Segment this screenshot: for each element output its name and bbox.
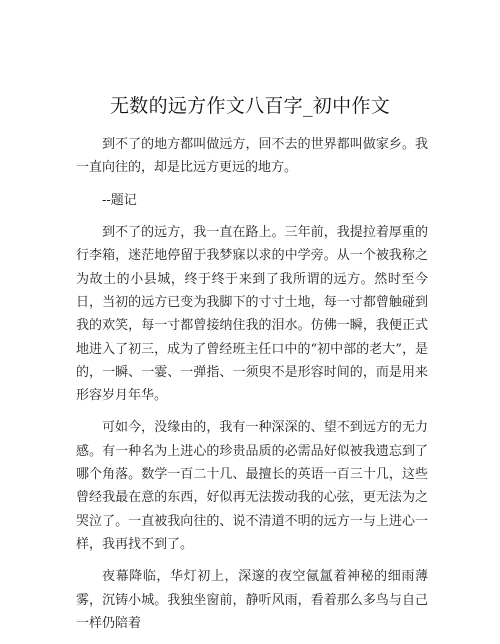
paragraph-intro: 到不了的地方都叫做远方，回不去的世界都叫做家乡。我一直向往的，却是比远方更远的地方。: [76, 137, 428, 176]
document-body: [76, 133, 428, 644]
paragraph-body-2: 可如今，没缘由的，我有一种深深的、望不到远方的无力感。有一种名为上进心的珍贵品质的必需品好似被我遗忘到了哪个角落。数学一百二十几、最擅长的英语一百三十几，这些曾经我最在意的东西，好似再无法拨动我的心弦，更无法为之哭泣了。一直被我向往的、说不清道不明的远方一与上进心一样，我再找不到了。: [76, 420, 428, 553]
paragraph-body-3: 夜幕降临，华灯初上，深邃的夜空氤氲着神秘的细雨薄雾，沉铸小城。我独坐窗前，静听风雨，看着那么多鸟与自己一样仍陪着: [76, 569, 428, 632]
paragraph-epigraph-label: --题记: [102, 192, 137, 208]
paragraph-body-1: 到不了的远方，我一直在路上。三年前，我提拉着厚重的行李箱，迷茫地停留于我梦寐以求的中学旁。从一个被我称之为故土的小县城，终于终于来到了我所谓的远方。然时至今日，当初的远方已变为我脚下的寸寸土地，每一寸都曾触碰到我的欢笑，每一寸都曾接纳住我的泪水。仿佛一瞬，我便正式地进入了初三，成为了曾经班主任口中的“初中部的老大”，是的，一瞬、一霎、一弹指、一须臾不是形容时间的，而是用来形容岁月年华。: [76, 224, 428, 404]
document-title: 无数的远方作文八百字_初中作文: [109, 95, 390, 117]
